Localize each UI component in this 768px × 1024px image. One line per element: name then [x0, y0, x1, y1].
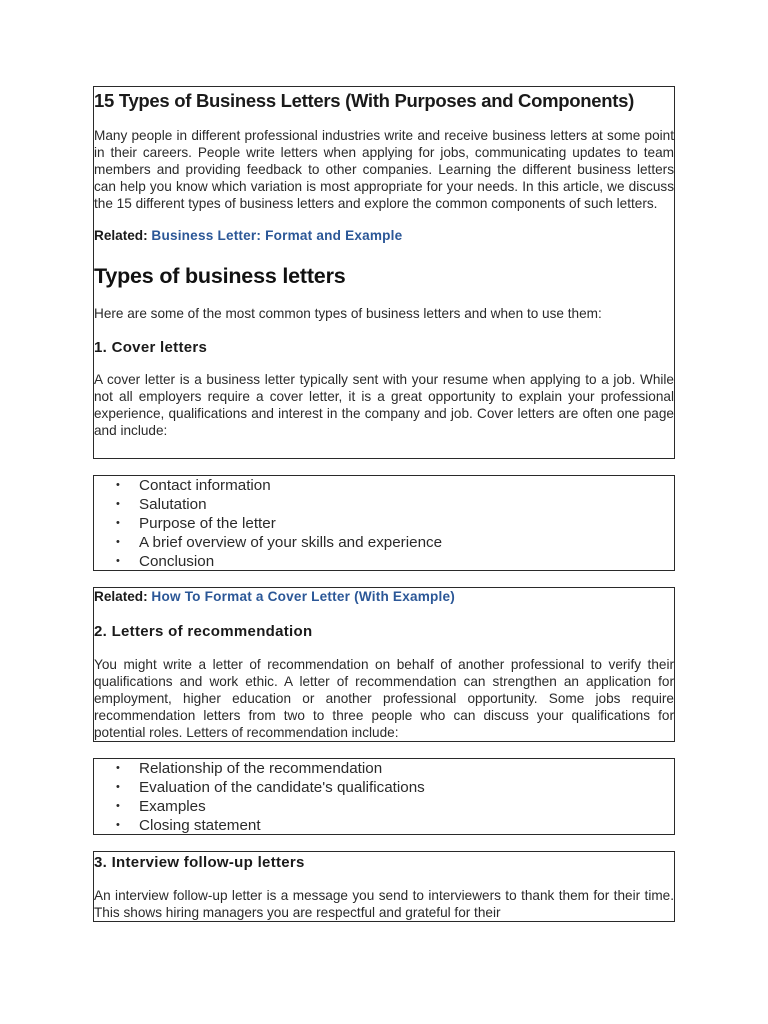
bullet-icon: •	[116, 762, 120, 774]
related-link-cover-letter[interactable]: How To Format a Cover Letter (With Example)	[151, 589, 455, 604]
section-intro: Here are some of the most common types of business letters and when to use them:	[94, 306, 602, 321]
content-block-intro	[93, 86, 675, 459]
bullet-icon: •	[116, 819, 120, 831]
content-block-recommendation	[93, 587, 675, 742]
related-label: Related:	[94, 589, 148, 604]
related-label: Related:	[94, 228, 148, 243]
bullet-icon: •	[116, 498, 120, 510]
cover-letters-heading: 1. Cover letters	[94, 339, 208, 356]
recommendation-body: You might write a letter of recommendation on behalf of another professional to verify their qualifications and work ethic. A letter of recommendation can strengthen an application for employment, higher education or another professional opportunity. Some jobs require recommendation letters from two to three people who can discuss your qualifications for potential roles. Letters of recommendation include:	[94, 657, 674, 740]
content-block-followup	[93, 851, 675, 922]
list-item: • Contact information	[116, 477, 271, 494]
bullet-icon: •	[116, 479, 120, 491]
related-link-business-letter[interactable]: Business Letter: Format and Example	[151, 228, 403, 243]
bullet-icon: •	[116, 800, 120, 812]
cover-letter-list-block	[93, 475, 675, 571]
list-item: • Evaluation of the candidate's qualifications	[116, 779, 425, 796]
article-title: 15 Types of Business Letters (With Purposes and Components)	[94, 90, 634, 111]
bullet-icon: •	[116, 781, 120, 793]
cover-letters-body: A cover letter is a business letter typically sent with your resume when applying to a job. While not all employers require a cover letter, it is a great opportunity to explain your professional experience, qualifications and interest in the company and job. Cover letters are often one page and include:	[94, 372, 674, 438]
list-item: • Closing statement	[116, 817, 261, 834]
bullet-icon: •	[116, 555, 120, 567]
intro-paragraph: Many people in different professional industries write and receive business letters at some point in their careers. People write letters when applying for jobs, communicating updates to team members and providing feedback to other companies. Learning the different business letters can help you know which variation is most appropriate for your needs. In this article, we discuss the 15 different types of business letters and explore the common components of such letters.	[94, 128, 674, 211]
recommendation-heading: 2. Letters of recommendation	[94, 623, 313, 640]
bullet-icon: •	[116, 517, 120, 529]
recommendation-list-block	[93, 758, 675, 835]
followup-heading: 3. Interview follow-up letters	[94, 854, 305, 871]
followup-body: An interview follow-up letter is a message you send to interviewers to thank them for their time. This shows hiring managers you are respectful and grateful for their	[94, 888, 674, 920]
related-link-row	[94, 227, 674, 244]
list-item: • A brief overview of your skills and experience	[116, 534, 443, 551]
cover-letter-components-list	[94, 476, 674, 571]
section-heading: Types of business letters	[94, 264, 346, 288]
related-link-row	[94, 588, 674, 605]
recommendation-components-list	[94, 759, 674, 835]
list-item: • Examples	[116, 798, 206, 815]
bullet-icon: •	[116, 536, 120, 548]
list-item: • Conclusion	[116, 553, 215, 570]
list-item: • Relationship of the recommendation	[116, 760, 383, 777]
list-item: • Salutation	[116, 496, 207, 513]
list-item: • Purpose of the letter	[116, 515, 276, 532]
